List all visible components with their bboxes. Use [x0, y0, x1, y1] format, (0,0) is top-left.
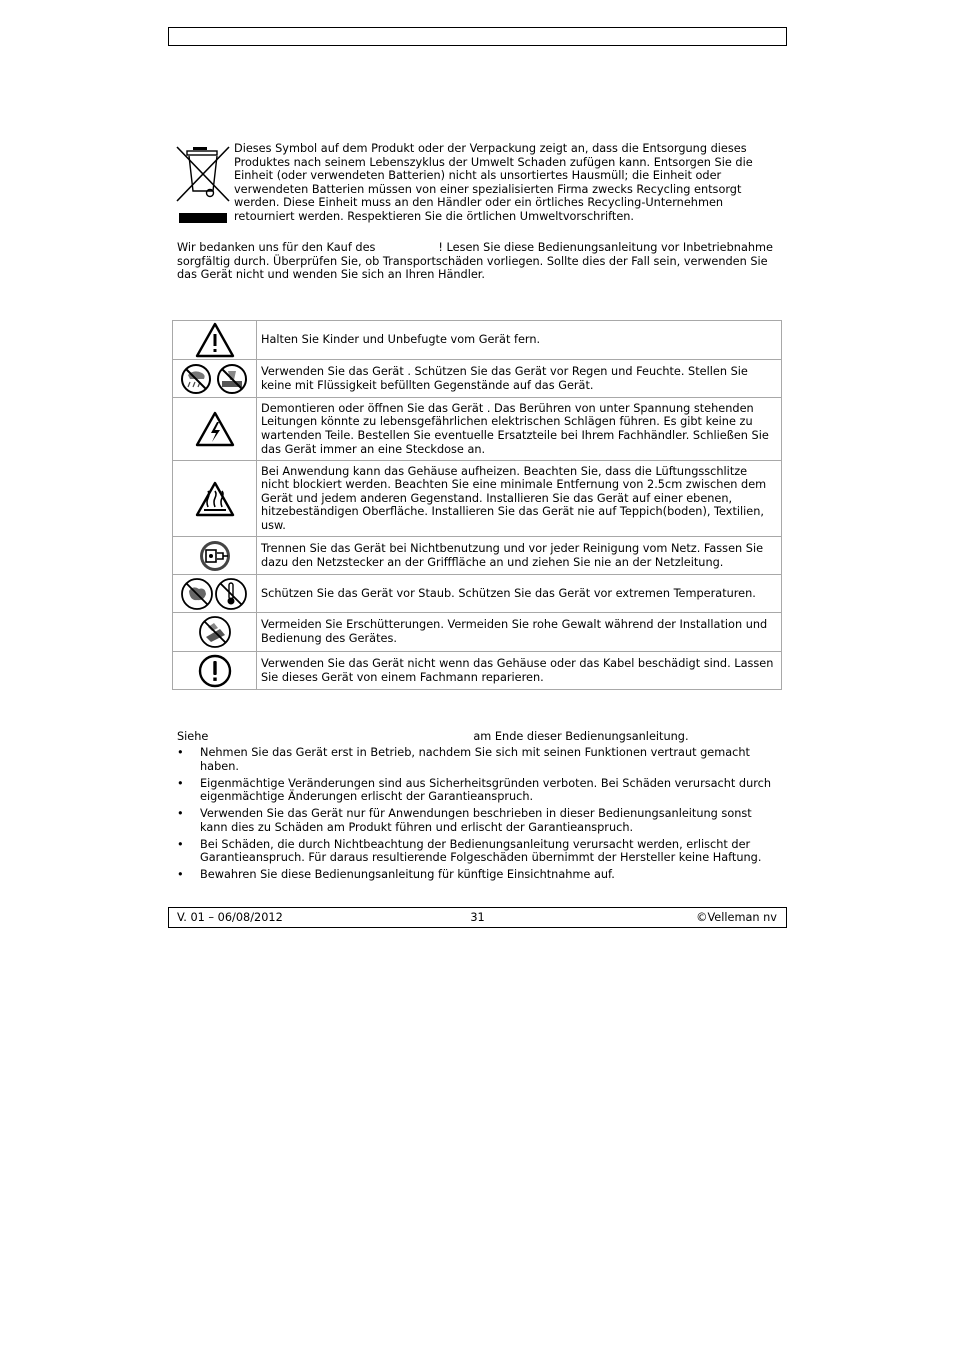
safety-row — [173, 321, 782, 360]
weee-line: verwendeten Batterien müssen von einer spezialisierten Firma zwecks Recycling entsorgt — [234, 182, 742, 196]
safety-row — [173, 575, 782, 613]
weee-notice — [234, 142, 774, 224]
safety-icon-cell — [173, 652, 257, 690]
list-item — [177, 777, 777, 804]
weee-line: Einheit (oder verwendeten Batterien) nicht als unsortiertes Hausmüll; die Einheit oder — [234, 169, 722, 183]
weee-line: retourniert werden. Respektieren Sie die örtlichen Umweltvorschriften. — [234, 209, 635, 223]
page-footer — [168, 907, 787, 928]
intro-line-start: Wir bedanken uns für den Kauf des — [177, 241, 376, 254]
list-item-text: Nehmen Sie das Gerät erst in Betrieb, nachdem Sie sich mit seinen Funktionen vertraut gemacht haben. — [200, 746, 750, 773]
footer-copyright: ©Velleman nv — [696, 911, 777, 924]
weee-line: Dieses Symbol auf dem Produkt oder der Verpackung zeigt an, dass die Entsorgung dieses — [234, 142, 747, 155]
warning-triangle-icon — [195, 322, 235, 358]
safety-icon-cell — [173, 321, 257, 360]
safety-text: Vermeiden Sie Erschütterungen. Vermeiden Sie rohe Gewalt während der Installation und Bedienung des Gerätes. — [257, 613, 782, 652]
bullet: • — [177, 776, 184, 790]
safety-icon-cell — [173, 537, 257, 575]
exclamation-circle-icon — [198, 654, 232, 688]
list-item — [177, 868, 777, 882]
safety-icon-cell — [173, 360, 257, 398]
unplug-icon — [199, 540, 231, 572]
list-item — [177, 746, 777, 773]
safety-text: Demontieren oder öffnen Sie das Gerät . Das Berühren von unter Spannung stehenden Leitungen könnte zu lebensgefährlichen elektrischen Schlägen führen. Es gibt keine zu wartenden Teile. Bestellen Sie eventuelle Ersatzteile bei Ihrem Fachhändler. Schließen Sie das Gerät immer an eine Steckdose an. — [257, 398, 782, 461]
safety-table — [172, 320, 782, 690]
safety-icon-cell — [173, 461, 257, 537]
list-item — [177, 838, 777, 865]
weee-line: Produktes nach seinem Lebenszyklus der Umwelt Schaden zufügen kann. Entsorgen Sie die — [234, 155, 753, 169]
footer-version: V. 01 – 06/08/2012 — [177, 911, 283, 924]
safety-row — [173, 398, 782, 461]
see-label: Siehe — [177, 730, 209, 743]
see-reference — [177, 730, 777, 744]
safety-text: Schützen Sie das Gerät vor Staub. Schützen Sie das Gerät vor extremen Temperaturen. — [257, 575, 782, 613]
bullet: • — [177, 868, 184, 882]
general-guidelines-list — [177, 746, 777, 885]
safety-text: Verwenden Sie das Gerät nicht wenn das Gehäuse oder das Kabel beschädigt sind. Lassen Sie dieses Gerät von einem Fachmann reparieren. — [257, 652, 782, 690]
safety-text: Verwenden Sie das Gerät . Schützen Sie das Gerät vor Regen und Feuchte. Stellen Sie keine mit Flüssigkeit befüllten Gegenstände auf das Gerät. — [257, 360, 782, 398]
safety-row — [173, 652, 782, 690]
safety-row — [173, 461, 782, 537]
hot-surface-icon — [195, 481, 235, 517]
list-item-text: Bewahren Sie diese Bedienungsanleitung für künftige Einsichtnahme auf. — [200, 868, 615, 882]
safety-icon-cell — [173, 398, 257, 461]
intro-line: das Gerät nicht und wenden Sie sich an Ihren Händler. — [177, 268, 485, 282]
see-suffix: am Ende dieser Bedienungsanleitung. — [473, 730, 689, 743]
bullet: • — [177, 807, 184, 821]
safety-row — [173, 360, 782, 398]
safety-text: Trennen Sie das Gerät bei Nichtbenutzung und vor jeder Reinigung vom Netz. Fassen Sie dazu den Netzstecker an der Grifffläche an und ziehen Sie nie an der Netzleitung. — [257, 537, 782, 575]
crossed-bin-icon — [175, 143, 231, 225]
bullet: • — [177, 837, 184, 851]
list-item-text: Bei Schäden, die durch Nichtbeachtung der Bedienungsanleitung verursacht werden, erlischt der Garantieanspruch. Für daraus resultierende Folgeschäden übernimmt der Hersteller keine Haftung. — [200, 837, 762, 865]
electric-shock-icon — [195, 411, 235, 447]
weee-line: werden. Diese Einheit muss an den Händler oder ein örtliches Recycling-Unternehmen — [234, 196, 724, 210]
safety-icon-cell — [173, 575, 257, 613]
list-item-text: Eigenmächtige Veränderungen sind aus Sicherheitsgründen verboten. Bei Schäden verursacht durch eigenmächtige Änderungen erlischt der Garantieanspruch. — [200, 776, 772, 804]
safety-text: Bei Anwendung kann das Gehäuse aufheizen. Beachten Sie, dass die Lüftungsschlitze nicht blockiert werden. Beachten Sie eine minimale Entfernung von 2.5cm zwischen dem Gerät und jedem anderen Gegenstand. Installieren Sie das Gerät auf einer ebenen, hitzebeständigen Oberfläche. Installieren Sie das Gerät nie auf Teppich(boden), Textilien, usw. — [257, 461, 782, 537]
no-shock-icon — [198, 615, 232, 649]
intro-line: sorgfältig durch. Überprüfen Sie, ob Transportschäden vorliegen. Sollte dies der Fall sein, verwenden Sie — [177, 254, 768, 268]
dust-temperature-icon — [180, 577, 250, 611]
safety-text: Halten Sie Kinder und Unbefugte vom Gerät fern. — [257, 321, 782, 360]
no-rain-no-liquid-icon — [180, 363, 250, 395]
header-box — [168, 27, 787, 46]
intro-paragraph — [177, 241, 777, 282]
list-item-text: Verwenden Sie das Gerät nur für Anwendungen beschrieben in dieser Bedienungsanleitung sonst kann dies zu Schäden am Produkt führen und erlischt der Garantieanspruch. — [200, 807, 752, 834]
bullet: • — [177, 746, 184, 759]
safety-row — [173, 537, 782, 575]
footer-page-number: 31 — [470, 911, 485, 924]
safety-row — [173, 613, 782, 652]
safety-icon-cell — [173, 613, 257, 652]
list-item — [177, 807, 777, 834]
intro-line-end: ! Lesen Sie diese Bedienungsanleitung vor Inbetriebnahme — [438, 241, 774, 254]
